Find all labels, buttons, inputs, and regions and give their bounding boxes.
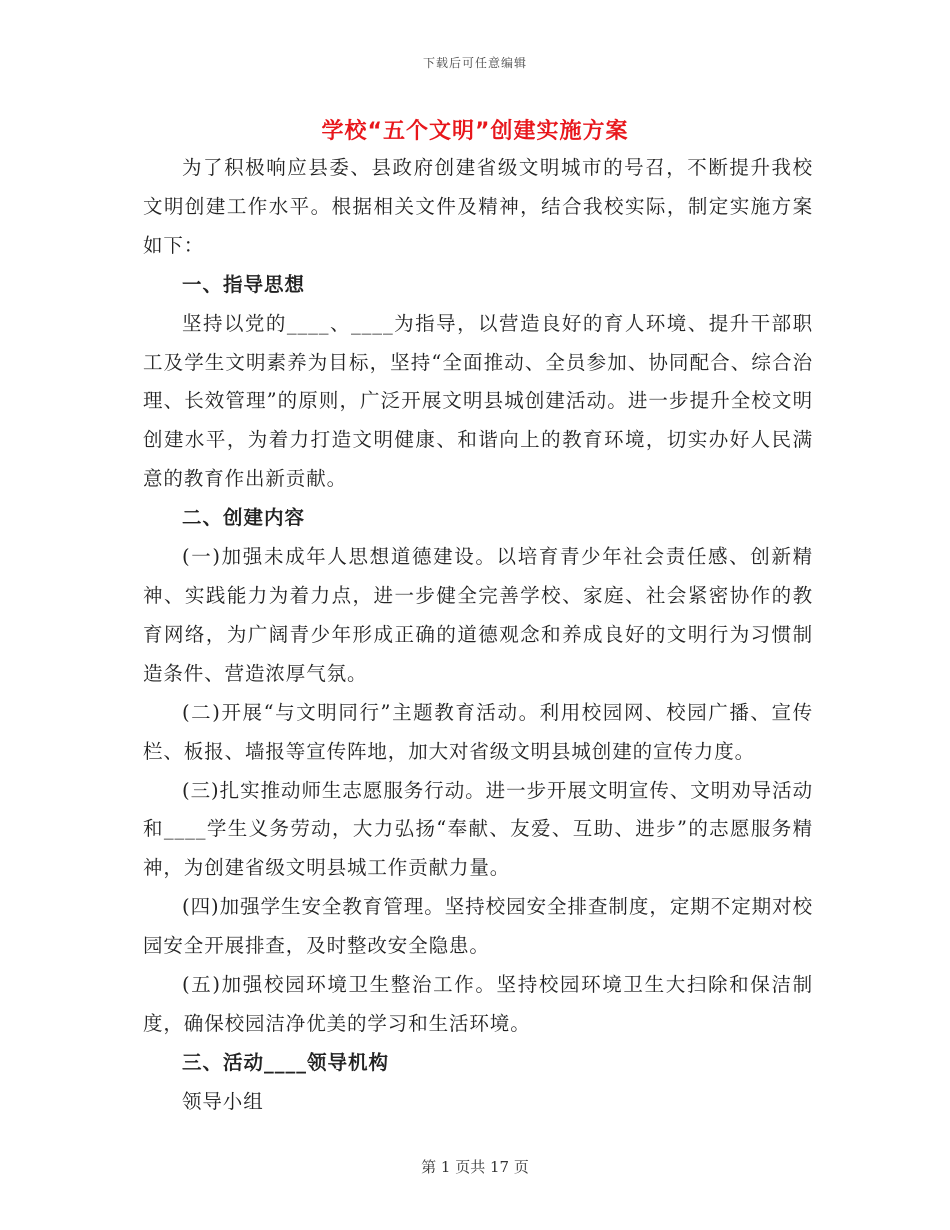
paragraph-item-5: (五)加强校园环境卫生整治工作。坚持校园环境卫生大扫除和保洁制度，确保校园洁净优美的学习和生活环境。 [143, 973, 813, 1035]
paragraph-leading-group: 领导小组 [182, 1089, 264, 1113]
document-title: 学校“五个文明”创建实施方案 [321, 119, 629, 144]
section-heading-creation-content: 二、创建内容 [182, 506, 306, 530]
paragraph-item-4: (四)加强学生安全教育管理。坚持校园安全排查制度，定期不定期对校园安全开展排查，及时整改安全隐患。 [143, 895, 813, 958]
header-note: 下载后可任意编辑 [422, 56, 527, 70]
page-footer: 第 1 页共 17 页 [421, 1158, 529, 1176]
paragraph-item-2: (二)开展“与文明同行”主题教育活动。利用校园网、校园广播、宣传栏、板报、墙报等宣传阵地，加大对省级文明县城创建的宣传力度。 [143, 700, 813, 763]
section-heading-leadership: 三、活动____领导机构 [182, 1050, 390, 1074]
document-body [143, 149, 813, 1122]
section-heading-guiding-ideology: 一、指导思想 [182, 272, 306, 296]
paragraph-item-3: (三)扎实推动师生志愿服务行动。进一步开展文明宣传、文明劝导活动和____学生义务劳动，大力弘扬“奉献、友爱、互助、进步”的志愿服务精神，为创建省级文明县城工作贡献力量。 [143, 778, 813, 880]
paragraph-guiding-ideology: 坚持以党的____、____为指导，以营造良好的育人环境、提升干部职工及学生文明素养为目标，坚持“全面推动、全员参加、协同配合、综合治理、长效管理”的原则，广泛开展文明县城创建活动。进一步提升全校文明创建水平，为着力打造文明健康、和谐向上的教育环境，切实办好人民满意的教育作出新贡献。 [143, 311, 813, 491]
paragraph-item-1: (一)加强未成年人思想道德建设。以培育青少年社会责任感、创新精神、实践能力为着力点，进一步健全完善学校、家庭、社会紧密协作的教育网络，为广阔青少年形成正确的道德观念和养成良好的文明行为习惯制造条件、营造浓厚气氛。 [143, 545, 813, 685]
intro-paragraph: 为了积极响应县委、县政府创建省级文明城市的号召，不断提升我校文明创建工作水平。根据相关文件及精神，结合我校实际，制定实施方案如下： [143, 156, 813, 257]
